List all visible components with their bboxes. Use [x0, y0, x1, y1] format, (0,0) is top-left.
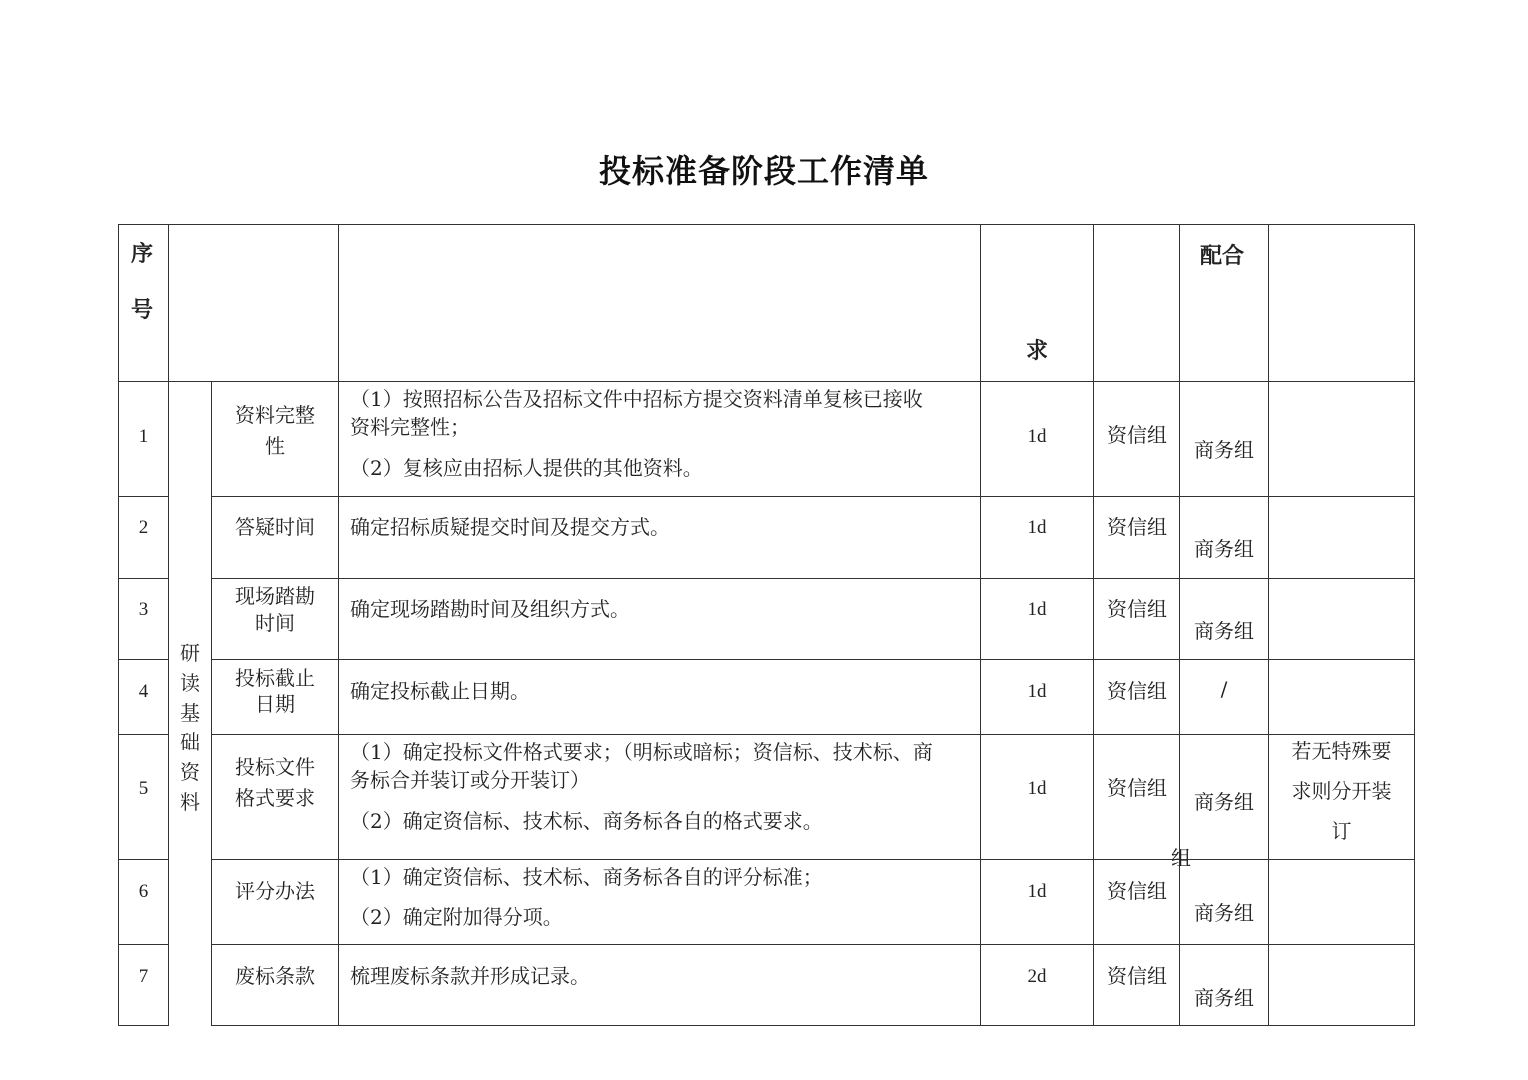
item-content: （2）确定附加得分项。: [350, 905, 563, 929]
table-border-right: [1414, 224, 1415, 1026]
item-name: 投标文件: [235, 755, 315, 779]
item-name: 评分办法: [235, 879, 315, 903]
row-number: 7: [138, 966, 149, 987]
duration: 1d: [1027, 681, 1047, 702]
item-content: 资料完整性；: [350, 415, 470, 439]
cooperating-team: 商务组: [1194, 790, 1254, 814]
item-content: 梳理废标条款并形成记录。: [350, 964, 590, 988]
category-label: 料: [180, 790, 200, 814]
header-bottom-rule: [118, 381, 1415, 382]
item-name: 现场踏勘: [235, 584, 315, 608]
stray-text: 组: [1171, 846, 1191, 870]
column-rule: [168, 224, 169, 1026]
item-content: 确定现场踏勘时间及组织方式。: [350, 597, 630, 621]
duration: 1d: [1027, 778, 1047, 799]
remark: 若无特殊要: [1291, 739, 1392, 763]
row-number: 5: [138, 778, 149, 799]
remark: 求则分开装: [1291, 779, 1392, 803]
item-name: 性: [265, 434, 285, 458]
lead-team: 资信组: [1107, 879, 1167, 903]
duration: 1d: [1027, 599, 1047, 620]
item-content: （1）确定资信标、技术标、商务标各自的评分标准；: [350, 865, 823, 889]
category-label: 研: [180, 641, 200, 665]
cooperating-team: 商务组: [1194, 901, 1254, 925]
table-border-bottom: [211, 1025, 1415, 1026]
cooperating-team: 商务组: [1194, 438, 1254, 462]
cooperating-team: 商务组: [1194, 537, 1254, 561]
category-label: 资: [180, 760, 200, 784]
lead-team: 资信组: [1107, 776, 1167, 800]
page-title: 投标准备阶段工作清单: [598, 152, 929, 190]
cooperating-team: 商务组: [1194, 986, 1254, 1010]
row-number: 2: [138, 517, 149, 538]
row-number: 3: [138, 599, 149, 620]
table-border-bottom: [118, 1025, 169, 1026]
item-name: 答疑时间: [235, 515, 315, 539]
row-rule: [118, 859, 169, 860]
category-label: 读: [180, 671, 200, 695]
lead-team: 资信组: [1107, 597, 1167, 621]
item-content: （1）按照招标公告及招标文件中招标方提交资料清单复核已接收: [350, 387, 923, 411]
lead-team: 资信组: [1107, 423, 1167, 447]
row-rule: [118, 659, 169, 660]
item-content: 确定投标截止日期。: [350, 679, 530, 703]
lead-team: 资信组: [1107, 964, 1167, 988]
table-border-left: [118, 224, 119, 1026]
item-name: 日期: [255, 692, 295, 716]
item-name: 时间: [255, 611, 295, 635]
category-label: 础: [180, 730, 200, 754]
category-label: 基: [180, 701, 200, 725]
row-rule: [118, 496, 169, 497]
lead-team: 资信组: [1107, 679, 1167, 703]
row-rule: [211, 859, 1415, 860]
row-number: 1: [138, 426, 149, 447]
item-name: 废标条款: [235, 964, 315, 988]
row-rule: [118, 734, 169, 735]
duration: 1d: [1027, 517, 1047, 538]
header-seq-label: 号: [131, 298, 154, 323]
item-content: （1）确定投标文件格式要求；（明标或暗标；资信标、技术标、商: [350, 740, 933, 764]
column-rule: [980, 224, 981, 1026]
row-rule: [118, 944, 169, 945]
item-name: 投标截止: [235, 666, 315, 690]
remark: 订: [1331, 819, 1352, 843]
duration: 2d: [1027, 966, 1047, 987]
item-name: 格式要求: [235, 786, 315, 810]
row-rule: [118, 578, 169, 579]
header-cooperate-label: 配合: [1200, 244, 1245, 269]
item-content: 确定招标质疑提交时间及提交方式。: [350, 515, 670, 539]
row-rule: [211, 659, 1415, 660]
row-rule: [211, 944, 1415, 945]
row-rule: [211, 578, 1415, 579]
item-content: （2）确定资信标、技术标、商务标各自的格式要求。: [350, 809, 823, 833]
item-name: 资料完整: [235, 403, 315, 427]
cooperating-team: 商务组: [1194, 619, 1254, 643]
row-rule: [211, 734, 1415, 735]
column-rule: [1268, 224, 1269, 1026]
row-number: 6: [138, 881, 149, 902]
column-rule: [1093, 224, 1094, 1026]
item-content: 务标合并装订或分开装订）: [350, 768, 590, 792]
duration: 1d: [1027, 426, 1047, 447]
cooperating-team: /: [1220, 677, 1228, 701]
row-number: 4: [138, 681, 149, 702]
column-rule: [338, 224, 339, 1026]
duration: 1d: [1027, 881, 1047, 902]
header-requirement-label: 求: [1026, 339, 1049, 364]
header-seq-label: 序: [131, 242, 154, 267]
lead-team: 资信组: [1107, 515, 1167, 539]
table-border-top: [118, 224, 1415, 225]
row-rule: [211, 496, 1415, 497]
item-content: （2）复核应由招标人提供的其他资料。: [350, 456, 703, 480]
